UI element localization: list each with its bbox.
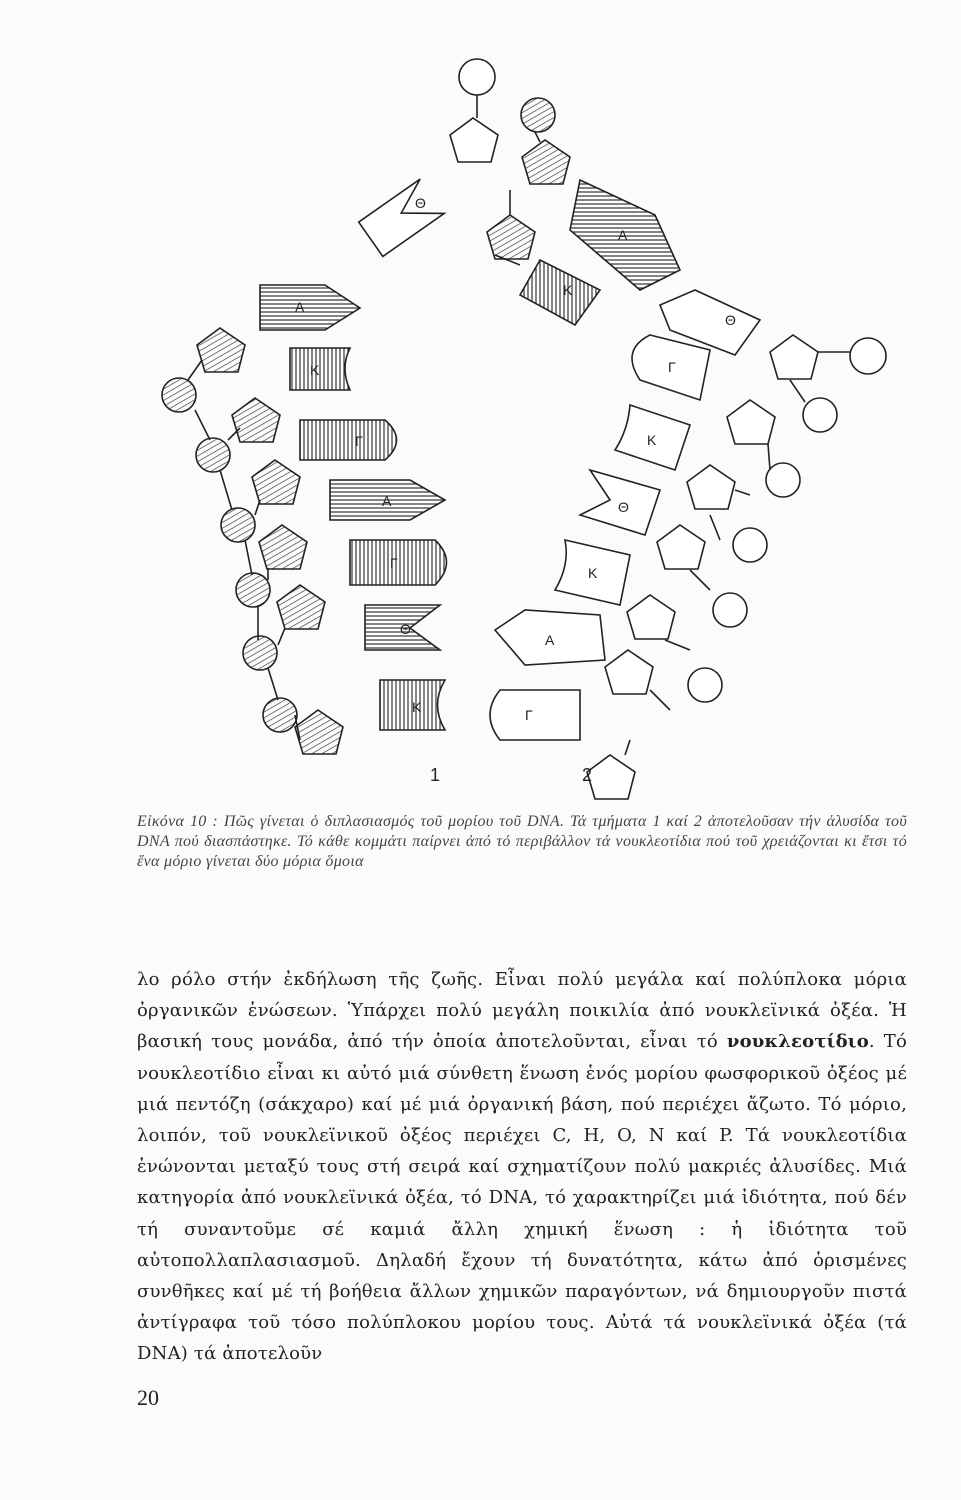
sugar-pentagon (197, 328, 245, 372)
page-number: 20 (137, 1385, 159, 1410)
phosphate-circle (196, 438, 230, 472)
base-letter: Α (618, 227, 628, 243)
strand-label-2: 2 (582, 765, 593, 785)
sugar-pentagon (587, 755, 635, 799)
sugar-pentagon (277, 585, 325, 629)
phosphate-circle (850, 338, 886, 374)
sugar-pentagon (487, 215, 535, 259)
caption-label: Εἰκόνα 10 : (137, 813, 219, 830)
base-Th (359, 179, 445, 256)
sugar-pentagon (770, 335, 818, 379)
phosphate-circle (162, 378, 196, 412)
base-letter: Κ (412, 699, 422, 715)
base-letter: Κ (647, 432, 657, 448)
base-letter: Θ (415, 195, 426, 211)
sugar-pentagon (450, 118, 498, 162)
base-letter: Θ (400, 621, 411, 637)
base-letter: Θ (618, 499, 629, 515)
base-letter: Α (545, 632, 555, 648)
base-G (350, 540, 447, 585)
left-strand (162, 179, 447, 754)
phosphate-circle (766, 463, 800, 497)
sugar-pentagon (687, 465, 735, 509)
base-K (520, 260, 600, 325)
dna-replication-figure (150, 50, 930, 800)
sugar-pentagon (522, 140, 570, 184)
phosphate-circle (459, 59, 495, 95)
base-letter: Γ (668, 359, 676, 375)
phosphate-circle (688, 668, 722, 702)
base-letter: Γ (390, 555, 398, 571)
phosphate-circle (521, 98, 555, 132)
base-G (490, 690, 580, 740)
sugar-pentagon (295, 710, 343, 754)
sugar-pentagon (259, 525, 307, 569)
base-letter: Κ (588, 565, 598, 581)
base-G (300, 420, 397, 460)
body-term: νουκλεοτίδιο (726, 1031, 869, 1053)
base-A (260, 285, 360, 330)
phosphate-circle (243, 636, 277, 670)
base-letter: Κ (310, 362, 320, 378)
body-paragraph (137, 964, 907, 1370)
sugar-pentagon (627, 595, 675, 639)
phosphate-circle (263, 698, 297, 732)
sugar-pentagon (657, 525, 705, 569)
sugar-pentagon (232, 398, 280, 442)
body-text-part2: . Τό νουκλεοτίδιο εἶναι κι αὐτό μιά σύνθετη ἕνωση ἑνός μορίου φωσφορικοῦ ὀξέος μέ μιά πεντόζη (σάκχαρο) καί μέ μιά ὀργανική βάση, πού περιέχει ἄζωτο. Τό μόριο, λοιπόν, τοῦ νουκλεϊνικοῦ ὀξέος περιέχει C, H, O, N καί P. Τά νουκλεοτίδια ἑνώνονται μεταξύ τους στή σειρά καί σχηματίζουν πολύ μακριές ἁλυσίδες. Μιά κατηγορία ἀπό νουκλεϊνικά ὀξέα, τό DNA, τό χαρακτηρίζει μιά ἰδιότητα, πού δέν τή συναντοῦμε σέ καμιά ἄλλη χημική ἕνωση : ἡ ἰδιότητα τοῦ αὐτοπολλαπλασιασμοῦ. Δηλαδή ἔχουν τή δυνατότητα, κάτω ἀπό ὁρισμένες συνθῆκες καί μέ τή βοήθεια ἄλλων χημικῶν παραγόντων, νά δημιουργοῦν πιστά ἀντίγραφα τοῦ τόσο πολύπλοκου μορίου τους. Αὐτά τά νουκλεϊνικά ὀξέα (τά DNA) τά ἀποτελοῦν (137, 1031, 908, 1365)
phosphate-circle (236, 573, 270, 607)
base-letter: Α (382, 493, 392, 509)
base-letter: Κ (563, 282, 573, 298)
sugar-pentagon (605, 650, 653, 694)
phosphate-circle (221, 508, 255, 542)
right-strand (490, 290, 886, 799)
phosphate-circle (803, 398, 837, 432)
base-letter: Γ (525, 707, 533, 723)
base-K (290, 348, 350, 390)
phosphate-circle (733, 528, 767, 562)
strand-label-1: 1 (430, 765, 441, 785)
base-letter: Α (295, 299, 305, 315)
figure-caption (137, 812, 907, 872)
sugar-pentagon (252, 460, 300, 504)
caption-text: Πῶς γίνεται ὁ διπλασιασμός τοῦ μορίου τοῦ DNA. Τά τμήματα 1 καί 2 ἀποτελοῦσαν τήν ἁλυσίδα τοῦ DNA πού διασπάστηκε. Τό κάθε κομμάτι παίρνει ἀπό τό περιβάλλον τά νουκλεοτίδια πού τοῦ χρειάζονται κι ἔτσι τό ἕνα μόριο γίνεται δύο μόρια ὅμοια (137, 813, 907, 870)
dna-diagram (150, 50, 930, 800)
sugar-pentagon (727, 400, 775, 444)
base-letter: Θ (725, 312, 736, 328)
base-letter: Γ (355, 433, 363, 449)
phosphate-circle (713, 593, 747, 627)
body-text-part1: λο ρόλο στήν ἐκδήλωση τῆς ζωῆς. Εἶναι πολύ μεγάλα καί πολύπλοκα μόρια ὀργανικῶν ἑνώσεων. Ὑπάρχει πολύ μεγάλη ποικιλία ἀπό νουκλεϊνικά ὀξέα. Ἡ βασική τους μονάδα, ἀπό τήν ὁποία ἀποτελοῦνται, εἶναι τό (137, 969, 907, 1053)
